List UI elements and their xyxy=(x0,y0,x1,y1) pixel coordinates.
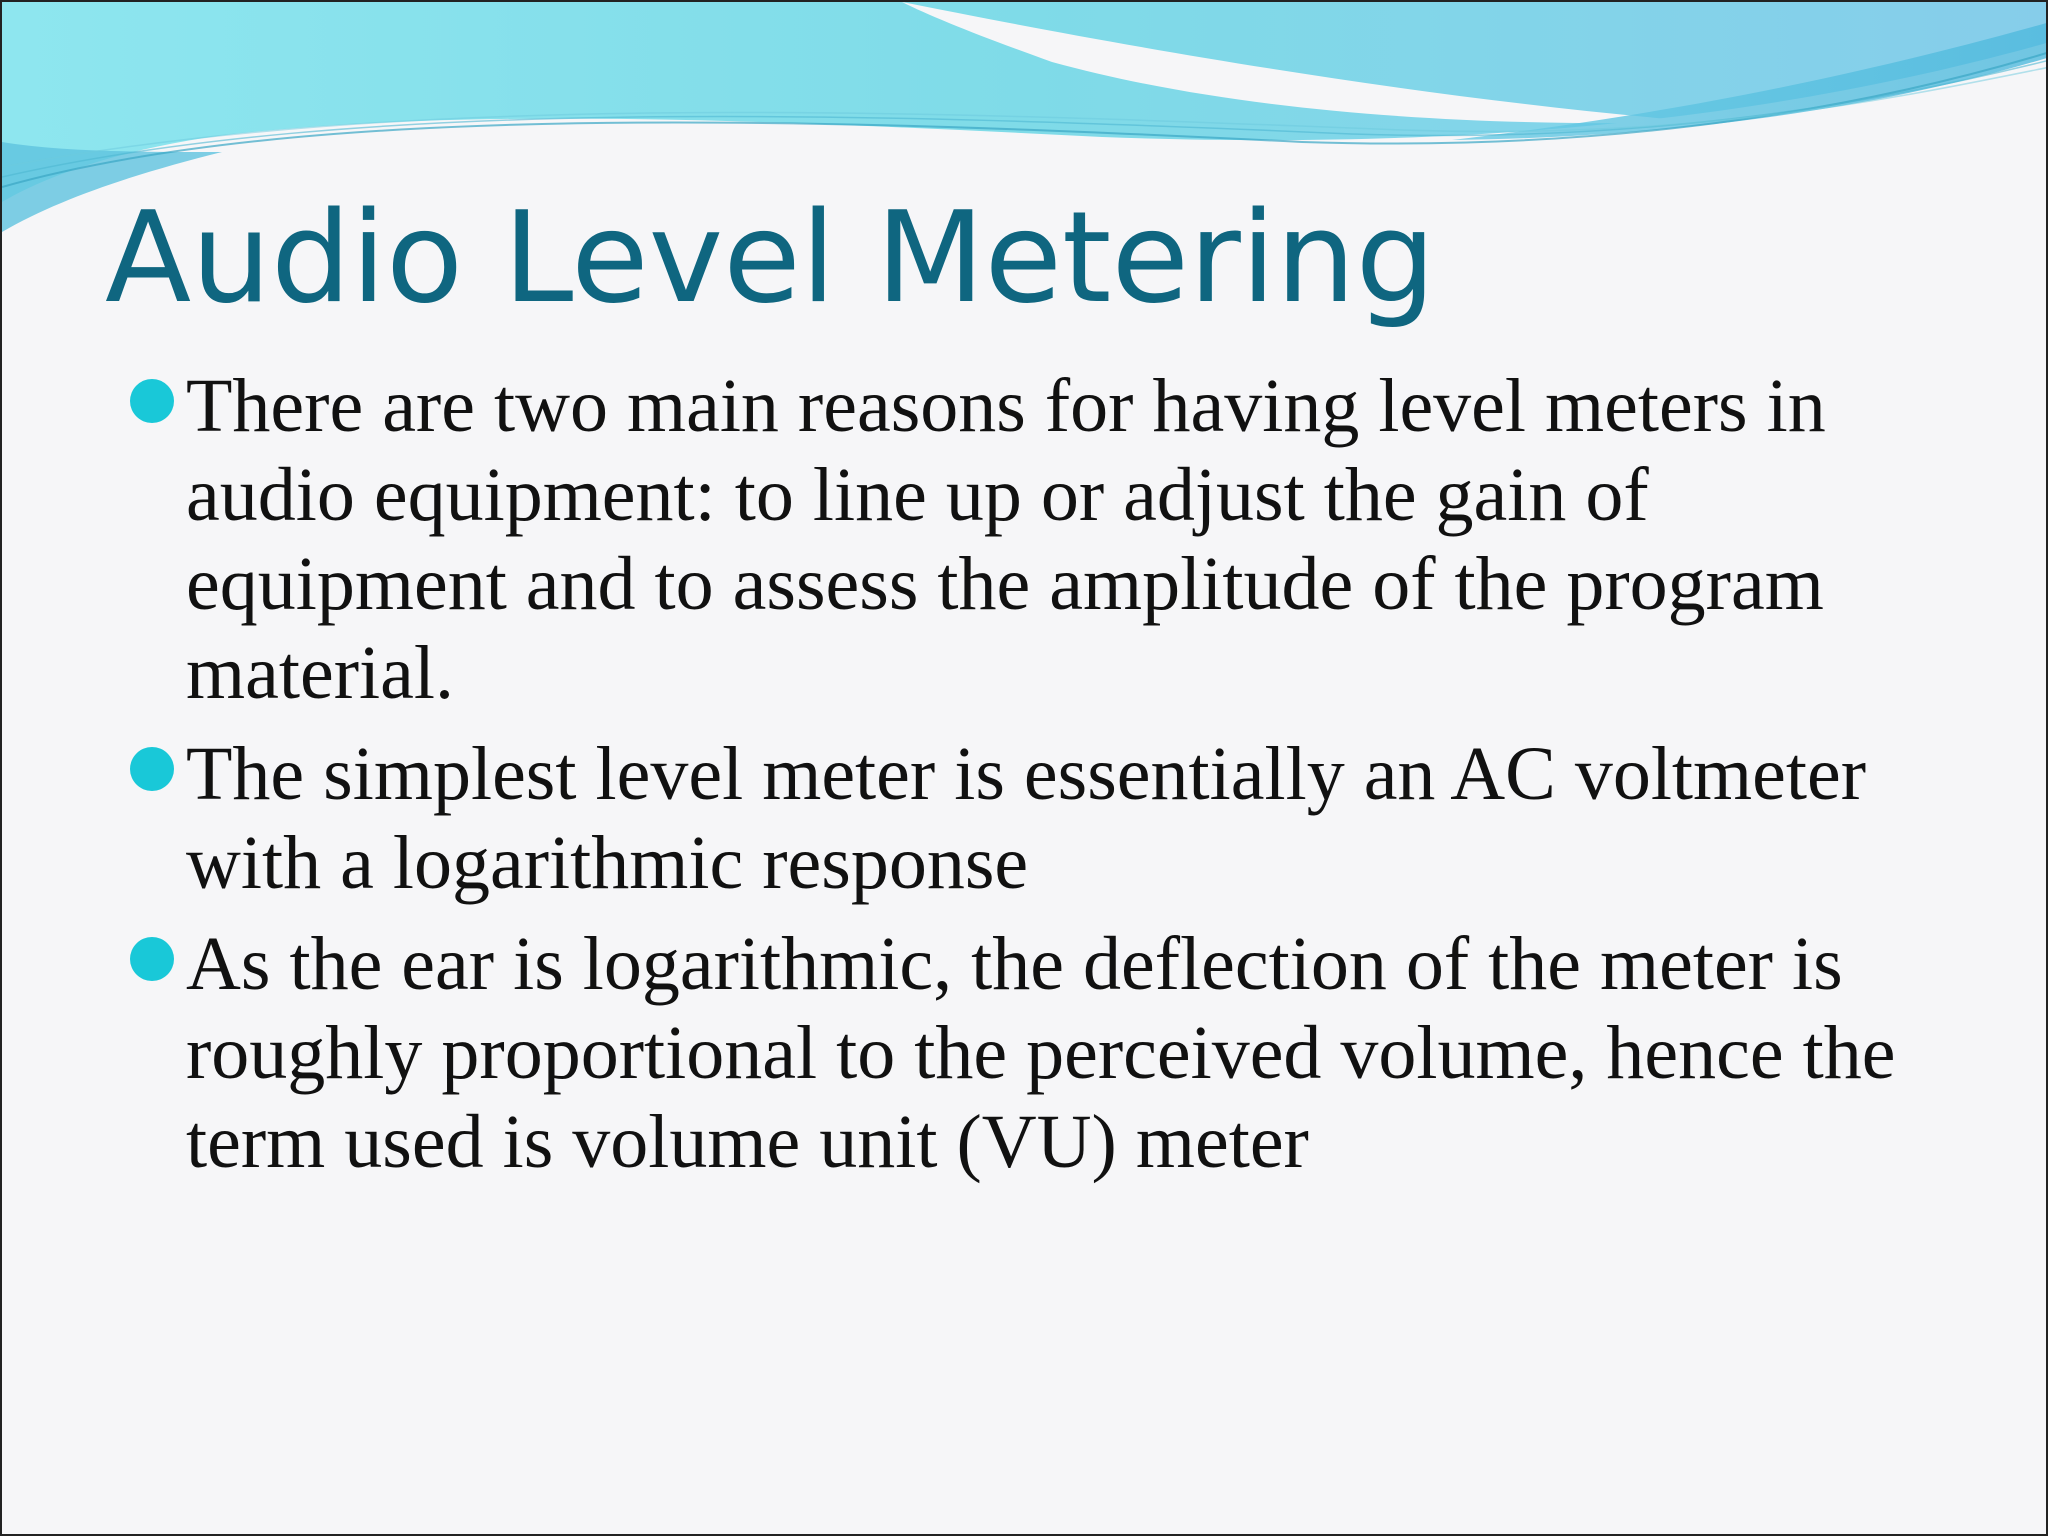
bullet-dot-icon xyxy=(130,379,174,423)
bullet-item xyxy=(130,920,1930,1187)
bullet-item xyxy=(130,362,1930,718)
bullet-dot-icon xyxy=(130,937,174,981)
bullet-item xyxy=(130,730,1930,908)
bullet-list xyxy=(130,362,1930,1199)
bullet-text: There are two main reasons for having level meters in audio equipment: to line up or adjust the gain of equipment and to assess the amplitude of the program material. xyxy=(186,364,1826,715)
slide-title: Audio Level Metering xyxy=(105,184,1436,331)
bullet-text: As the ear is logarithmic, the deflection of the meter is roughly proportional to the perceived volume, hence the term used is volume unit (VU) meter xyxy=(186,922,1896,1184)
bullet-text: The simplest level meter is essentially an AC voltmeter with a logarithmic response xyxy=(186,732,1867,905)
bullet-dot-icon xyxy=(130,747,174,791)
